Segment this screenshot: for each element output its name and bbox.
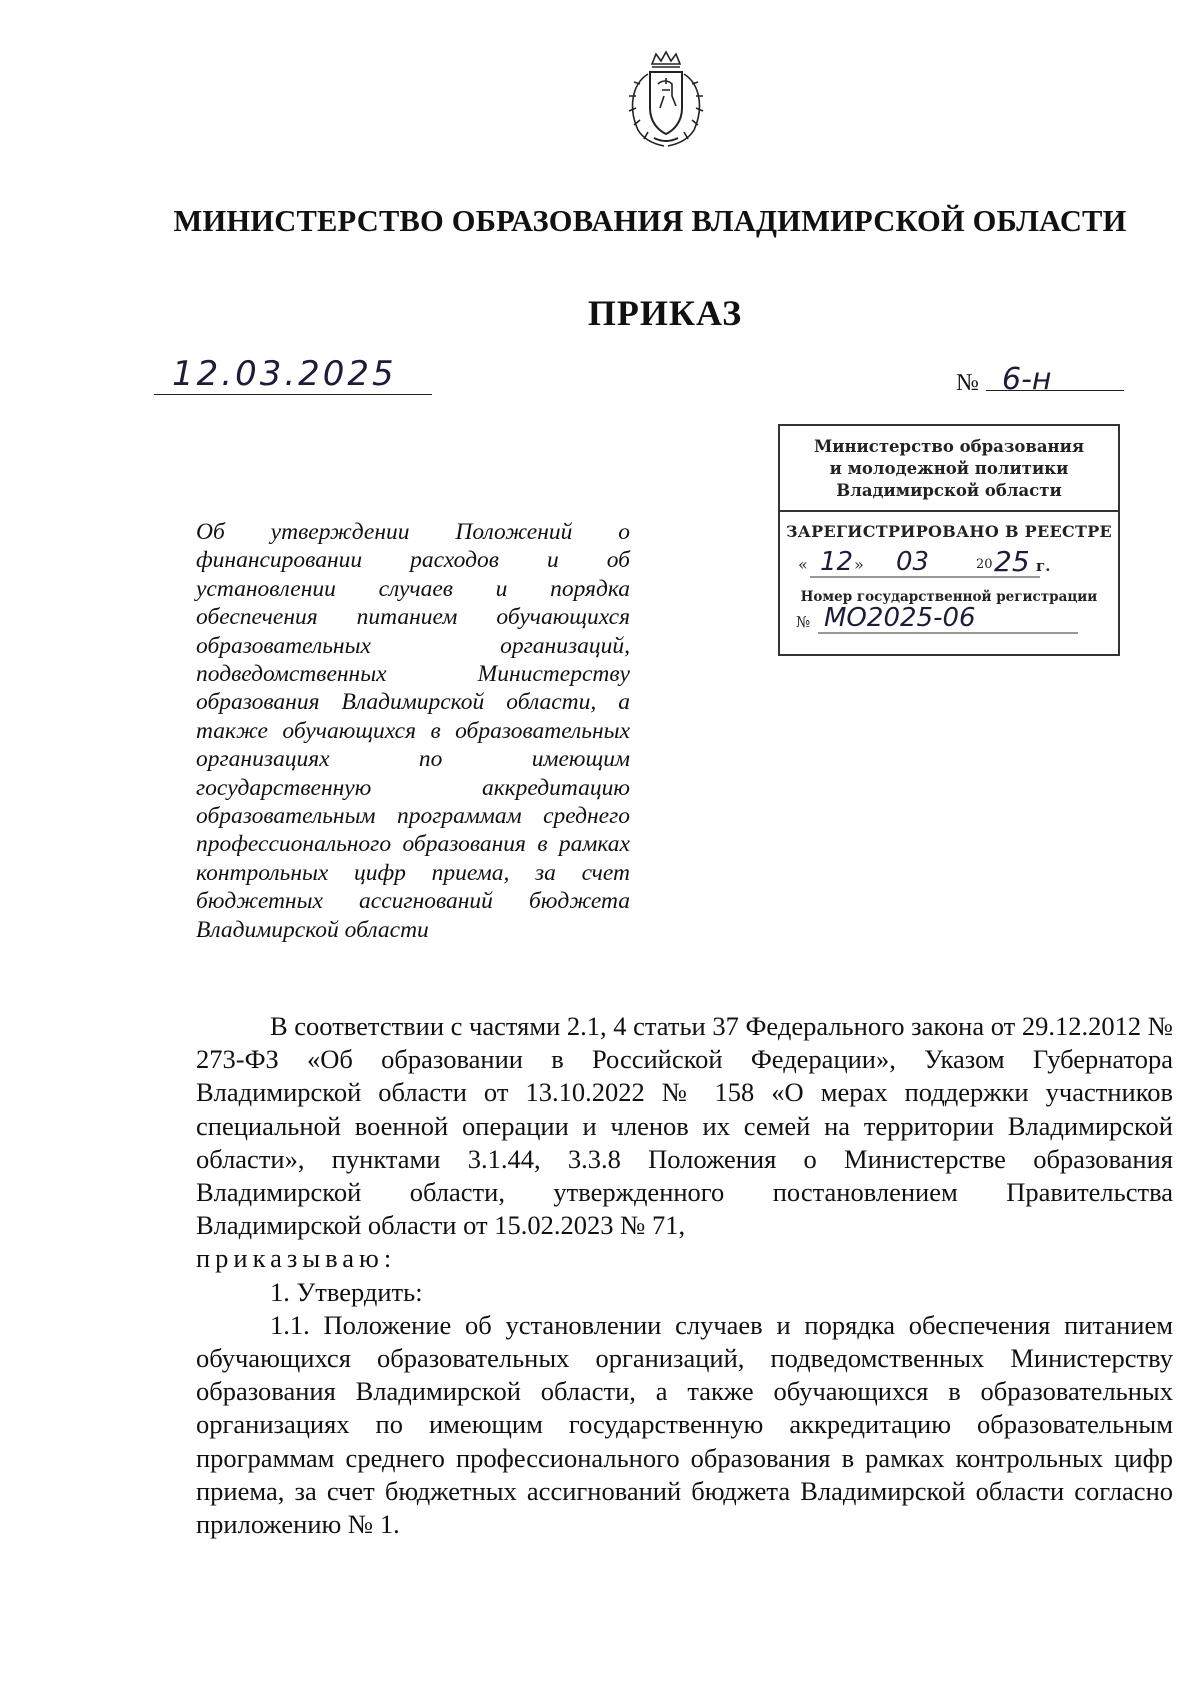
order-number-label: № [956,370,979,396]
stamp-quote-open: « [798,555,808,574]
handwritten-order-number: 6-н [1002,362,1052,397]
ministry-title: МИНИСТЕРСТВО ОБРАЗОВАНИЯ ВЛАДИМИРСКОЙ ОБЛАСТИ [173,204,1127,238]
order-word: приказываю: [196,1243,397,1274]
coat-of-arms-emblem [618,50,714,150]
stamp-quote-close: » [854,555,864,574]
stamp-month: 03 [896,547,930,577]
order-body [196,1010,1173,1541]
stamp-divider [780,510,1118,512]
preamble-paragraph: В соответствии с частями 2.1, 4 статьи 37 Федерального закона от 29.12.2012 № 273-ФЗ «Об образовании в Российской Федерации», Указом Губернатора Владимирской области от 13.10.2022 № 158 «О мерах поддержки участников специальной военной операции и членов их семей на территории Владимирской области», пунктами 3.1.44, 3.3.8 Положения о Министерстве образования Владимирской области, утвержденного постановлением Правительства Владимирской области от 15.02.2023 № 71, [196,1011,1173,1241]
stamp-reg-number: МО2025-06 [824,603,976,633]
document-type-title: ПРИКАЗ [587,293,743,333]
handwritten-date: 12.03.2025 [172,354,397,394]
stamp-reg-number-sign: № [796,613,811,631]
stamp-date-row [780,547,1118,583]
stamp-date-underline [810,575,1040,579]
stamp-org-line: Министерство образования [813,437,1085,456]
stamp-reg-number-row [780,605,1118,637]
stamp-org-line: Владимирской области [836,481,1062,500]
stamp-year-prefix: 20 [976,557,993,572]
item-1-1: 1.1. Положение об установлении случаев и порядка обеспечения питанием обучающихся образовательных организаций, подведомственных Министерству образования Владимирской области, а также обучающихся в образовательных организациях по имеющим государственную аккредитацию образовательным программам среднего профессионального образования в рамках контрольных цифр приема, за счет бюджетных ассигнований бюджета Владимирской области согласно приложению № 1. [196,1309,1173,1540]
registration-stamp [778,424,1120,656]
item-1: 1. Утвердить: [270,1276,423,1307]
stamp-reg-number-label: Номер государственной регистрации [800,589,1098,605]
stamp-org-line: и молодежной политики [829,459,1069,478]
order-subject: Об утверждении Положений о финансировании расходов и об установлении случаев и порядка обеспечения питанием обучающихся образовательных организаций, подведомственных Министерству образования Владимирской области, а также обучающихся в образовательных организациях по имеющим государственную аккредитацию образовательным программам среднего профессионального образования в рамках контрольных цифр приема, за счет бюджетных ассигнований бюджета Владимирской области [196,519,630,943]
stamp-registered-title: ЗАРЕГИСТРИРОВАНО В РЕЕСТРЕ [785,522,1113,541]
stamp-year-suffix: 25 [994,545,1030,578]
stamp-organization [780,436,1118,502]
stamp-day: 12 [820,547,854,577]
stamp-year-unit: г. [1036,557,1051,575]
stamp-reg-underline [818,631,1078,635]
